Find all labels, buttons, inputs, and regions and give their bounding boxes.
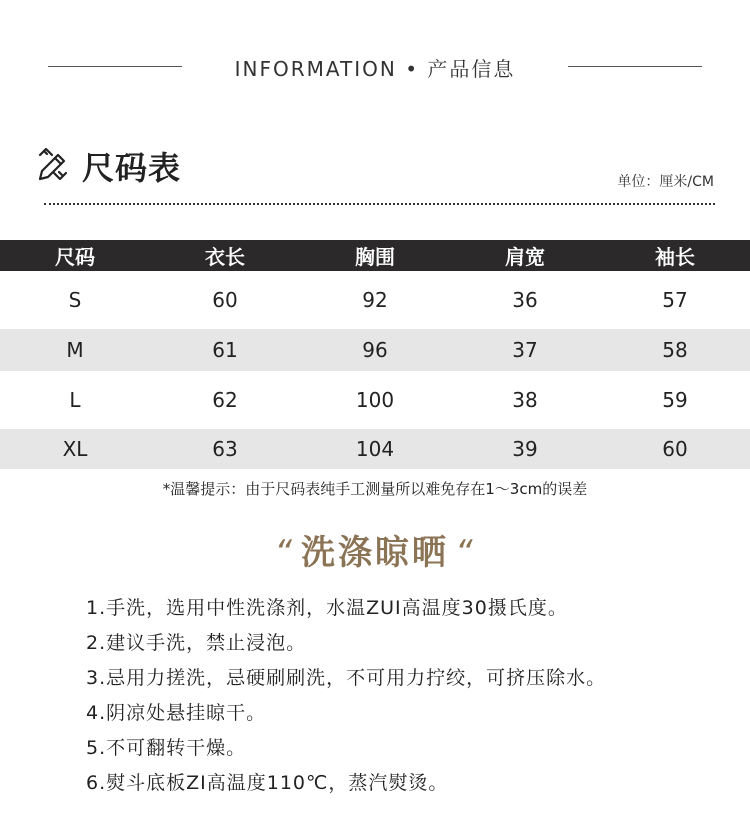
list-item: 6.熨斗底板ZI高温度110℃，蒸汽熨烫。 — [86, 772, 449, 794]
column-header: 肩宽 — [450, 240, 600, 271]
table-cell: 60 — [600, 429, 750, 469]
table-cell: 38 — [512, 388, 538, 412]
table-cell: 104 — [300, 429, 450, 469]
table-cell: 36 — [512, 288, 538, 312]
header-divider-right — [568, 66, 702, 67]
table-cell: 57 — [662, 288, 688, 312]
wash-title-text: 洗涤晾晒 — [301, 533, 449, 573]
wash-section-title — [0, 525, 750, 574]
table-header-row — [0, 240, 750, 271]
size-chart-heading — [36, 144, 181, 188]
table-cell: M — [0, 329, 150, 371]
list-item: 5.不可翻转干燥。 — [86, 737, 247, 759]
column-header: 衣长 — [150, 240, 300, 271]
list-item: 4.阴凉处悬挂晾干。 — [86, 702, 267, 724]
table-cell: XL — [0, 429, 150, 469]
open-quote: “ — [274, 533, 295, 573]
table-cell: 62 — [212, 388, 238, 412]
size-table — [0, 240, 750, 469]
information-header — [0, 50, 750, 84]
header-title: INFORMATION • 产品信息 — [234, 57, 516, 81]
table-cell: 61 — [150, 329, 300, 371]
table-row — [0, 271, 750, 329]
table-cell: 96 — [300, 329, 450, 371]
table-cell: 63 — [150, 429, 300, 469]
table-cell: 100 — [355, 388, 395, 412]
table-row — [0, 371, 750, 429]
column-header: 胸围 — [300, 240, 450, 271]
table-cell: 59 — [662, 388, 688, 412]
measurement-note: *温馨提示：由于尺码表纯手工测量所以难免存在1〜3cm的误差 — [162, 480, 588, 498]
table-cell: 60 — [212, 288, 238, 312]
list-item: 1.手洗，选用中性洗涤剂，水温ZUI高温度30摄氏度。 — [86, 597, 568, 619]
size-chart-title: 尺码表 — [82, 149, 182, 187]
column-header: 尺码 — [0, 240, 150, 271]
table-row — [0, 329, 750, 371]
unit-label: 单位：厘米/CM — [617, 174, 714, 190]
close-quote: “ — [455, 533, 476, 573]
ruler-pencil-icon — [36, 147, 70, 185]
list-item: 2.建议手洗，禁止浸泡。 — [86, 632, 307, 654]
dotted-divider — [44, 203, 715, 205]
table-cell: 58 — [600, 329, 750, 371]
care-instructions-list — [86, 594, 606, 804]
table-cell: 92 — [362, 288, 388, 312]
column-header: 袖长 — [600, 240, 750, 271]
table-cell: 37 — [450, 329, 600, 371]
table-cell: L — [69, 388, 81, 412]
list-item: 3.忌用力搓洗，忌硬刷刷洗，不可用力拧绞，可挤压除水。 — [86, 667, 607, 689]
table-cell: 39 — [450, 429, 600, 469]
table-cell: S — [68, 288, 82, 312]
table-row — [0, 429, 750, 469]
